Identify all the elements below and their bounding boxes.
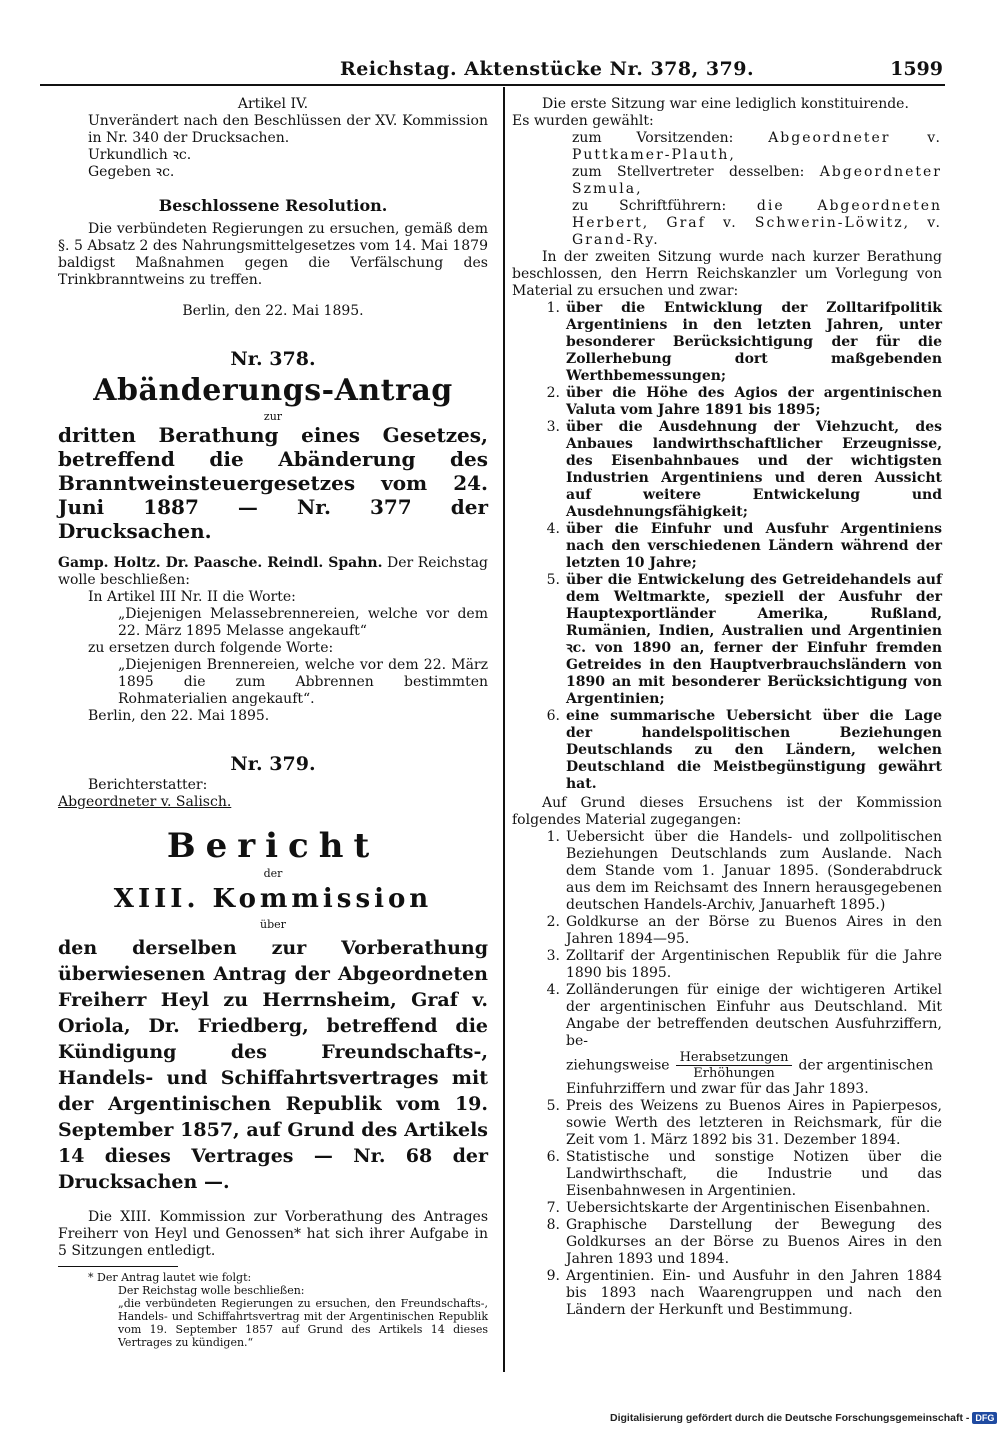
resolution-heading: Beschlossene Resolution. bbox=[158, 196, 388, 215]
schriftfuehrer-name: die Abgeordneten Herbert, Graf v. Schwerin-Löwitz, v. Grand-Ry. bbox=[572, 198, 942, 248]
request-list bbox=[512, 300, 942, 793]
list-item-number: 6. bbox=[546, 1149, 560, 1165]
antrag-heading: Abänderungs-Antrag bbox=[93, 373, 453, 408]
list-item-number: 4. bbox=[546, 982, 560, 998]
date-1: Berlin, den 22. Mai 1895. bbox=[182, 303, 364, 319]
list-item bbox=[512, 419, 942, 521]
list-item bbox=[512, 914, 942, 948]
artikel-heading: Artikel IV. bbox=[237, 96, 309, 112]
list-item-text: Zolltarif der Argentinischen Republik für die Jahre 1890 bis 1895. bbox=[566, 948, 942, 981]
item4-text-c: Einfuhrziffern und zwar für das Jahr 1893. bbox=[566, 1081, 869, 1097]
antrag-quote-2: „Diejenigen Brennereien, welche vor dem 22. März 1895 die zum Abbrennen bestimmten Rohmaterialien angekauft“. bbox=[118, 657, 488, 707]
item4-pre: ziehungsweise bbox=[566, 1057, 670, 1074]
right-p1: Die erste Sitzung war eine lediglich konstituirende. bbox=[542, 96, 909, 112]
nr-378-heading: Nr. 378. bbox=[230, 348, 316, 370]
gegeben: Gegeben ꝛc. bbox=[88, 164, 175, 180]
footnote-rule bbox=[58, 1266, 178, 1267]
right-p2: Es wurden gewählt: bbox=[512, 113, 654, 129]
list-item-text: Statistische und sonstige Notizen über die Landwirthschaft, die Industrie und das Eisenbahnwesen in Argentinien. bbox=[566, 1149, 942, 1199]
list-item bbox=[512, 300, 942, 385]
footnote-2: Der Reichstag wolle beschließen: bbox=[118, 1284, 305, 1297]
item4-post: der argentinischen bbox=[798, 1057, 934, 1074]
footnote-3: „die verbündeten Regierungen zu ersuchen, den Freundschafts-, Handels- und Schiffahrtsvertrag mit der Argentinischen Republik vom 19. September 1857 auf Grund des Artikels 14 dieses Vertrages zu kündigen.“ bbox=[118, 1297, 488, 1349]
right-p3: In der zweiten Sitzung wurde nach kurzer Berathung beschlossen, den Herrn Reichskanzler um Vorlegung von Material zu ersuchen und zwar: bbox=[512, 249, 942, 299]
antrag-names-line bbox=[58, 555, 488, 589]
material-list bbox=[512, 829, 942, 1319]
fraction-top: Herabsetzungen bbox=[676, 1050, 793, 1066]
urkundlich: Urkundlich ꝛc. bbox=[88, 147, 192, 163]
list-item bbox=[512, 521, 942, 572]
list-item-number: 2. bbox=[546, 914, 560, 930]
list-item-number: 1. bbox=[546, 829, 560, 845]
header-rule bbox=[40, 84, 945, 86]
footnote-1: * Der Antrag lautet wie folgt: bbox=[88, 1271, 252, 1284]
list-item-number: 5. bbox=[546, 572, 560, 588]
left-column bbox=[58, 96, 488, 1349]
column-divider bbox=[503, 87, 505, 1372]
abgeordneter-salisch bbox=[58, 794, 488, 811]
list-item-number: 5. bbox=[546, 1098, 560, 1114]
list-item bbox=[512, 572, 942, 708]
antrag-quote-1: „Diejenigen Melassebrennereien, welche vor dem 22. März 1895 Melasse angekauft“ bbox=[118, 606, 488, 639]
antrag-names: Gamp. Holtz. Dr. Paasche. Reindl. Spahn. bbox=[58, 555, 383, 571]
der-label: der bbox=[263, 867, 283, 880]
right-p4: Auf Grund dieses Ersuchens ist der Kommission folgendes Material zugegangen: bbox=[512, 795, 942, 828]
list-item bbox=[512, 385, 942, 419]
list-item-text: Uebersichtskarte der Argentinischen Eisenbahnen. bbox=[566, 1200, 931, 1216]
page-number: 1599 bbox=[890, 58, 943, 80]
list-item-text: über die Entwickelung des Getreidehandels auf dem Weltmarkte, speziell der Ausfuhr der Hauptexportländer Amerika, Rußland, Rumänien, Indien, Australien und Argentinien ꝛc. von 1890 an, ferner der Einfuhr fremden Getreides in den Hauptverbrauchsländern von 1890 an mit besonderer Berücksichtigung von Argentinien; bbox=[566, 572, 942, 707]
stellvertreter-line bbox=[512, 164, 942, 198]
dfg-logo: DFG bbox=[972, 1412, 997, 1424]
list-item-text: Argentinien. Ein- und Ausfuhr in den Jahren 1884 bis 1893 nach Waarengruppen und nach den Ländern der Herkunft und Bestimmung. bbox=[566, 1268, 942, 1318]
list-item-number: 3. bbox=[546, 948, 560, 964]
antrag-line-2: zu ersetzen durch folgende Worte: bbox=[88, 640, 334, 656]
zur-label: zur bbox=[263, 410, 283, 423]
list-item bbox=[512, 1098, 942, 1149]
list-item-number: 2. bbox=[546, 385, 560, 401]
fraction bbox=[676, 1050, 793, 1081]
list-item-text: über die Entwicklung der Zolltarifpolitik Argentiniens in den letzten Jahren, unter besonderer Berücksichtigung der für die Zollerhebung dort maßgebenden Werthbemessungen; bbox=[566, 300, 942, 384]
list-item bbox=[512, 948, 942, 982]
vorsitzender-line bbox=[512, 130, 942, 164]
list-item-number: 4. bbox=[546, 521, 560, 537]
bericht-title: den derselben zur Vorberathung überwiesenen Antrag der Abgeordneten Freiherr Heyl zu Herrnsheim, Graf v. Oriola, Dr. Friedberg, betreffend die Kündigung des Freundschafts-, Handels- und Schiffahrtsvertrages mit der Argentinischen Republik vom 19. September 1857, auf Grund des Artikels 14 dieses Vertrages — Nr. 68 der Drucksachen —. bbox=[58, 937, 488, 1193]
abgeordneter-salisch-text: Abgeordneter v. Salisch. bbox=[58, 794, 232, 810]
vorsitzender-name: Abgeordneter v. Puttkamer-Plauth, bbox=[572, 130, 942, 163]
list-item-text bbox=[566, 982, 942, 1098]
ueber-label: über bbox=[260, 918, 286, 931]
stellvertreter-label: zum Stellvertreter desselben: bbox=[572, 164, 805, 180]
list-item-text: Goldkurse an der Börse zu Buenos Aires in den Jahren 1894—95. bbox=[566, 914, 942, 947]
list-item-text: eine summarische Uebersicht über die Lage der handelspolitischen Beziehungen Deutschlands zu den Ländern, welchen Deutschland die Meistbegünstigung gewährt hat. bbox=[566, 708, 942, 792]
list-item bbox=[512, 1268, 942, 1319]
list-item bbox=[512, 708, 942, 793]
list-item bbox=[512, 982, 942, 1098]
schriftfuehrer-label: zu Schriftführern: bbox=[572, 198, 727, 214]
artikel-text: Unverändert nach den Beschlüssen der XV. Kommission in Nr. 340 der Drucksachen. bbox=[88, 113, 488, 146]
resolution-text: Die verbündeten Regierungen zu ersuchen, gemäß dem §. 5 Absatz 2 des Nahrungsmittelgesetzes vom 14. Mai 1879 baldigst Maßnahmen gegen die Verfälschung des Trinkbranntweins zu treffen. bbox=[58, 221, 488, 288]
antrag-line-1: In Artikel III Nr. II die Worte: bbox=[88, 589, 296, 605]
antrag-title: dritten Berathung eines Gesetzes, betreffend die Abänderung des Branntweinsteuergesetzes vom 24. Juni 1887 — Nr. 377 der Drucksachen. bbox=[58, 423, 488, 543]
list-item-number: 8. bbox=[546, 1217, 560, 1233]
list-item-number: 3. bbox=[546, 419, 560, 435]
list-item bbox=[512, 1217, 942, 1268]
list-item-number: 7. bbox=[546, 1200, 560, 1216]
right-column bbox=[512, 96, 942, 1319]
list-item-text: über die Höhe des Agios der argentinischen Valuta vom Jahre 1891 bis 1895; bbox=[566, 385, 942, 418]
nr-379-heading: Nr. 379. bbox=[230, 753, 316, 775]
list-item bbox=[512, 1149, 942, 1200]
vorsitzender-label: zum Vorsitzenden: bbox=[572, 130, 734, 146]
list-item-text: Graphische Darstellung der Bewegung des Goldkurses an der Börse zu Buenos Aires in den Jahren 1893 und 1894. bbox=[566, 1217, 942, 1267]
list-item bbox=[512, 829, 942, 914]
schriftfuehrer-line bbox=[512, 198, 942, 249]
fraction-bottom: Erhöhungen bbox=[693, 1066, 775, 1081]
kommission-heading: XIII. Kommission bbox=[113, 884, 433, 914]
list-item-number: 6. bbox=[546, 708, 560, 724]
page-header bbox=[40, 58, 945, 84]
bericht-heading: Bericht bbox=[166, 826, 380, 866]
list-item-text: Preis des Weizens zu Buenos Aires in Papierpesos, sowie Werth des letzteren in Reichsmark, für die Zeit vom 1. März 1892 bis 31. Dezember 1894. bbox=[566, 1098, 942, 1148]
list-item-text: Uebersicht über die Handels- und zollpolitischen Beziehungen Deutschlands zum Auslande. Nach dem Stande vom 1. Januar 1895. (Sonderabdruck aus dem im Reichsamt des Innern herausgegebenen deutschen Handels-Archiv, Januarheft 1895.) bbox=[566, 829, 942, 913]
digitization-footer bbox=[610, 1412, 997, 1424]
bericht-paragraph: Die XIII. Kommission zur Vorberathung des Antrages Freiherr von Heyl und Genossen* hat sich ihrer Aufgabe in 5 Sitzungen entledigt. bbox=[58, 1209, 488, 1259]
berichterstatter-label: Berichterstatter: bbox=[88, 777, 208, 793]
list-item-text: über die Ausdehnung der Viehzucht, des Anbaues landwirthschaftlicher Erzeugnisse, des Eisenbahnbaues und der wichtigsten Industrien Argentiniens und deren Aussicht auf weitere Entwickelung und Ausdehnungsfähigkeit; bbox=[566, 419, 942, 520]
antrag-intro: Der Reichstag wolle beschließen: bbox=[58, 555, 488, 588]
date-2: Berlin, den 22. Mai 1895. bbox=[88, 708, 270, 724]
footer-text: Digitalisierung gefördert durch die Deutsche Forschungsgemeinschaft - bbox=[610, 1412, 970, 1424]
list-item bbox=[512, 1200, 942, 1217]
running-title: Reichstag. Aktenstücke Nr. 378, 379. bbox=[340, 58, 755, 80]
item4-text-a: Zolländerungen für einige der wichtigeren Artikel der argentinischen Einfuhr aus Deutschland. Mit Angabe der betreffenden deutschen Ausfuhrziffern, be- bbox=[566, 982, 942, 1049]
list-item-number: 9. bbox=[546, 1268, 560, 1284]
list-item-number: 1. bbox=[546, 300, 560, 316]
list-item-text: über die Einfuhr und Ausfuhr Argentiniens nach den verschiedenen Ländern während der letzten 10 Jahre; bbox=[566, 521, 942, 571]
stellvertreter-name: Abgeordneter Szmula, bbox=[572, 164, 942, 197]
